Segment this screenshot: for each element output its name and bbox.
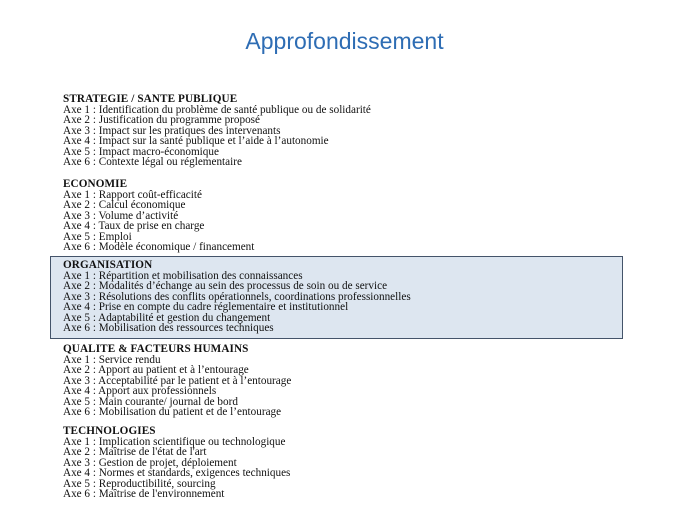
section-heading: QUALITE & FACTEURS HUMAINS: [63, 343, 249, 355]
section-qualite-facteurs-humains: [63, 343, 291, 417]
axis-item: Axe 4 : Taux de prise en charge: [63, 220, 205, 233]
axis-item: Axe 1 : Identification du problème de santé publique ou de solidarité: [63, 104, 371, 116]
section-heading: TECHNOLOGIES: [63, 425, 156, 437]
axis-item: Axe 6 : Maîtrise de l'environnement: [63, 488, 225, 501]
axis-item: Axe 6 : Contexte légal ou réglementaire: [63, 156, 242, 169]
axis-item: Axe 1 : Répartition et mobilisation des connaissances: [63, 270, 303, 282]
axis-item: Axe 2 : Modalités d’échange au sein des processus de soin ou de service: [63, 280, 388, 293]
axis-item: Axe 2 : Justification du programme proposé: [63, 114, 260, 127]
axis-item: Axe 3 : Acceptabilité par le patient et à l’entourage: [63, 374, 292, 387]
axis-item: Axe 5 : Emploi: [63, 230, 132, 243]
section-organisation: [63, 259, 411, 333]
section-heading: ECONOMIE: [63, 178, 128, 190]
axis-item: Axe 3 : Gestion de projet, déploiement: [63, 456, 237, 469]
axis-item: Axe 3 : Résolutions des conflits opérationnels, coordinations professionnelles: [63, 290, 411, 303]
axis-item: Axe 4 : Normes et standards, exigences techniques: [63, 467, 291, 480]
axis-item: Axe 2 : Calcul économique: [63, 199, 186, 212]
section-heading: ORGANISATION: [63, 259, 153, 271]
section-technologies: [63, 425, 290, 499]
axis-item: Axe 6 : Mobilisation des ressources techniques: [63, 322, 274, 335]
axis-item: Axe 5 : Reproductibilité, sourcing: [63, 477, 216, 490]
axis-item: Axe 5 : Main courante/ journal de bord: [63, 395, 238, 408]
axis-item: Axe 6 : Mobilisation du patient et de l’entourage: [63, 406, 282, 419]
axis-item: Axe 3 : Impact sur les pratiques des intervenants: [63, 124, 281, 137]
slide-title: Approfondissement: [245, 28, 444, 54]
axis-item: Axe 4 : Prise en compte du cadre réglementaire et institutionnel: [63, 301, 349, 314]
axis-item: Axe 4 : Impact sur la santé publique et l’aide à l’autonomie: [63, 135, 329, 148]
axis-item: Axe 3 : Volume d’activité: [63, 209, 179, 222]
axis-item: Axe 2 : Maîtrise de l'état de l'art: [63, 446, 207, 459]
axis-item: Axe 1 : Rapport coût-efficacité: [63, 189, 202, 201]
axis-item: Axe 5 : Adaptabilité et gestion du changement: [63, 311, 271, 324]
axis-item: Axe 1 : Service rendu: [63, 354, 161, 366]
axis-item: Axe 6 : Modèle économique / financement: [63, 241, 255, 254]
axis-item: Axe 5 : Impact macro-économique: [63, 145, 219, 158]
section-heading: STRATEGIE / SANTE PUBLIQUE: [63, 93, 238, 105]
axis-item: Axe 4 : Apport aux professionnels: [63, 385, 217, 398]
section-economie: [63, 178, 254, 252]
axis-item: Axe 2 : Apport au patient et à l’entourage: [63, 364, 249, 377]
axis-item: Axe 1 : Implication scientifique ou technologique: [63, 436, 286, 448]
section-strategie-sante-publique: [63, 93, 371, 167]
